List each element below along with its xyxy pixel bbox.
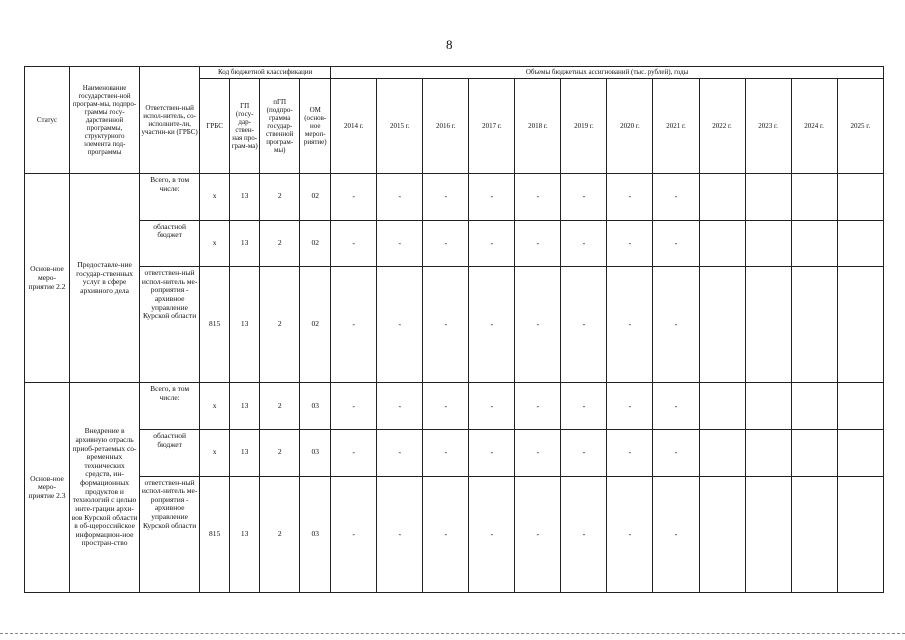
year-header: 2021 г.	[653, 79, 699, 174]
year-value-cell: -	[561, 476, 607, 592]
volumes-header: Объемы бюджетных ассигнований (тыс. рублей), годы	[331, 67, 884, 79]
year-value-cell: -	[377, 430, 423, 477]
year-value-cell	[745, 220, 791, 267]
name-cell: Внедрение в архивную отрасль приоб-ретаемых со-временных технических средств, ин-формационных продуктов и технологий с целью инте-грации архи-вов Курской области в об-щероссийское информацион-ное простран-ство	[70, 383, 140, 593]
year-value-cell	[699, 476, 745, 592]
year-value-cell: -	[469, 174, 515, 221]
grbs-cell: х	[200, 383, 230, 430]
table-row	[25, 430, 884, 477]
responsible-cell: областной бюджет	[140, 430, 200, 477]
year-value-cell	[745, 430, 791, 477]
year-value-cell: -	[561, 267, 607, 383]
year-value-cell: -	[469, 220, 515, 267]
year-value-cell: -	[607, 267, 653, 383]
year-header: 2025 г.	[837, 79, 883, 174]
year-value-cell	[699, 430, 745, 477]
year-value-cell: -	[607, 220, 653, 267]
year-value-cell: -	[469, 267, 515, 383]
year-header: 2017 г.	[469, 79, 515, 174]
om-cell: 03	[300, 430, 331, 477]
responsible-cell: Всего, в том числе:	[140, 174, 200, 221]
grbs-cell: 815	[200, 476, 230, 592]
status-header: Статус	[25, 67, 70, 174]
year-header: 2016 г.	[423, 79, 469, 174]
kbk-header: Код бюджетной классификации	[200, 67, 331, 79]
pgp-cell: 2	[260, 267, 300, 383]
responsible-cell: ответствен-ный испол-нитель ме-роприятия - архивное управление Курской области	[140, 267, 200, 383]
year-value-cell: -	[653, 476, 699, 592]
year-value-cell: -	[469, 430, 515, 477]
year-value-cell: -	[653, 430, 699, 477]
year-value-cell: -	[515, 430, 561, 477]
year-value-cell	[837, 174, 883, 221]
year-value-cell	[699, 174, 745, 221]
grbs-cell: 815	[200, 267, 230, 383]
gp-cell: 13	[230, 220, 260, 267]
year-value-cell	[837, 220, 883, 267]
year-value-cell: -	[423, 174, 469, 221]
year-value-cell	[699, 220, 745, 267]
year-value-cell	[791, 430, 837, 477]
pgp-cell: 2	[260, 220, 300, 267]
table-row	[25, 220, 884, 267]
year-value-cell: -	[423, 476, 469, 592]
year-value-cell: -	[377, 220, 423, 267]
status-cell: Основ-ное меро-приятие 2.3	[25, 383, 70, 593]
year-value-cell: -	[561, 174, 607, 221]
page-number: 8	[446, 37, 453, 52]
year-value-cell: -	[515, 476, 561, 592]
year-value-cell	[837, 383, 883, 430]
year-value-cell: -	[331, 383, 377, 430]
gp-cell: 13	[230, 476, 260, 592]
year-value-cell: -	[331, 174, 377, 221]
year-value-cell: -	[561, 383, 607, 430]
year-value-cell: -	[607, 174, 653, 221]
year-value-cell: -	[653, 383, 699, 430]
om-header: ОМ (основ-ное мероп-риятие)	[300, 79, 331, 174]
year-value-cell	[791, 267, 837, 383]
year-header: 2019 г.	[561, 79, 607, 174]
year-header: 2023 г.	[745, 79, 791, 174]
pgp-cell: 2	[260, 383, 300, 430]
gp-header: ГП (госу-дар-ствен-ная про-грам-ма)	[230, 79, 260, 174]
year-value-cell: -	[607, 383, 653, 430]
name-header: Наименование государствен-ной програм-мы, подпро-граммы госу-дарственной программы, структурного элемента под-программы	[70, 67, 140, 174]
table-row	[25, 174, 884, 221]
year-value-cell	[699, 267, 745, 383]
year-header: 2015 г.	[377, 79, 423, 174]
grbs-cell: х	[200, 430, 230, 477]
year-value-cell: -	[607, 430, 653, 477]
year-value-cell	[791, 174, 837, 221]
year-header: 2018 г.	[515, 79, 561, 174]
grbs-cell: х	[200, 220, 230, 267]
year-value-cell: -	[377, 174, 423, 221]
om-cell: 03	[300, 383, 331, 430]
year-value-cell: -	[331, 430, 377, 477]
year-value-cell	[745, 174, 791, 221]
om-cell: 02	[300, 267, 331, 383]
name-cell: Предоставле-ние государ-ственных услуг в сфере архивного дела	[70, 174, 140, 383]
year-header: 2020 г.	[607, 79, 653, 174]
year-value-cell: -	[331, 267, 377, 383]
table-row	[25, 476, 884, 592]
year-value-cell: -	[331, 476, 377, 592]
year-value-cell	[745, 476, 791, 592]
responsible-header: Ответствен-ный испол-нитель, со-исполните-ли, участни-ки (ГРБС)	[140, 67, 200, 174]
year-value-cell	[837, 267, 883, 383]
year-value-cell: -	[561, 430, 607, 477]
year-value-cell: -	[653, 220, 699, 267]
year-value-cell: -	[423, 220, 469, 267]
year-value-cell	[791, 220, 837, 267]
year-value-cell: -	[377, 267, 423, 383]
year-value-cell: -	[561, 220, 607, 267]
budget-table	[24, 66, 884, 593]
year-value-cell: -	[515, 174, 561, 221]
year-value-cell	[699, 383, 745, 430]
responsible-cell: ответствен-ный испол-нитель ме-роприятия - архивное управление Курской области	[140, 476, 200, 592]
status-cell: Основ-ное меро-приятие 2.2	[25, 174, 70, 383]
om-cell: 02	[300, 220, 331, 267]
pgp-cell: 2	[260, 476, 300, 592]
header-row-top	[25, 67, 884, 79]
year-value-cell: -	[423, 383, 469, 430]
year-value-cell: -	[423, 430, 469, 477]
year-value-cell: -	[469, 476, 515, 592]
pgp-header: пГП (подпро-грамма государ-ственной програм-мы)	[260, 79, 300, 174]
table-row	[25, 267, 884, 383]
year-value-cell: -	[331, 220, 377, 267]
year-value-cell: -	[515, 383, 561, 430]
year-value-cell	[837, 476, 883, 592]
year-value-cell	[791, 383, 837, 430]
year-header: 2014 г.	[331, 79, 377, 174]
gp-cell: 13	[230, 174, 260, 221]
year-value-cell	[791, 476, 837, 592]
year-header: 2022 г.	[699, 79, 745, 174]
grbs-header: ГРБС	[200, 79, 230, 174]
year-value-cell: -	[515, 267, 561, 383]
year-value-cell	[837, 430, 883, 477]
om-cell: 02	[300, 174, 331, 221]
gp-cell: 13	[230, 267, 260, 383]
pgp-cell: 2	[260, 174, 300, 221]
gp-cell: 13	[230, 430, 260, 477]
year-value-cell	[745, 267, 791, 383]
year-header: 2024 г.	[791, 79, 837, 174]
year-value-cell: -	[423, 267, 469, 383]
responsible-cell: Всего, в том числе:	[140, 383, 200, 430]
year-value-cell: -	[377, 476, 423, 592]
table-row	[25, 383, 884, 430]
page-bottom-rule	[0, 633, 905, 634]
year-value-cell: -	[653, 174, 699, 221]
gp-cell: 13	[230, 383, 260, 430]
year-value-cell: -	[377, 383, 423, 430]
year-value-cell	[745, 383, 791, 430]
responsible-cell: областной бюджет	[140, 220, 200, 267]
om-cell: 03	[300, 476, 331, 592]
year-value-cell: -	[469, 383, 515, 430]
year-value-cell: -	[653, 267, 699, 383]
grbs-cell: х	[200, 174, 230, 221]
pgp-cell: 2	[260, 430, 300, 477]
year-value-cell: -	[515, 220, 561, 267]
year-value-cell: -	[607, 476, 653, 592]
